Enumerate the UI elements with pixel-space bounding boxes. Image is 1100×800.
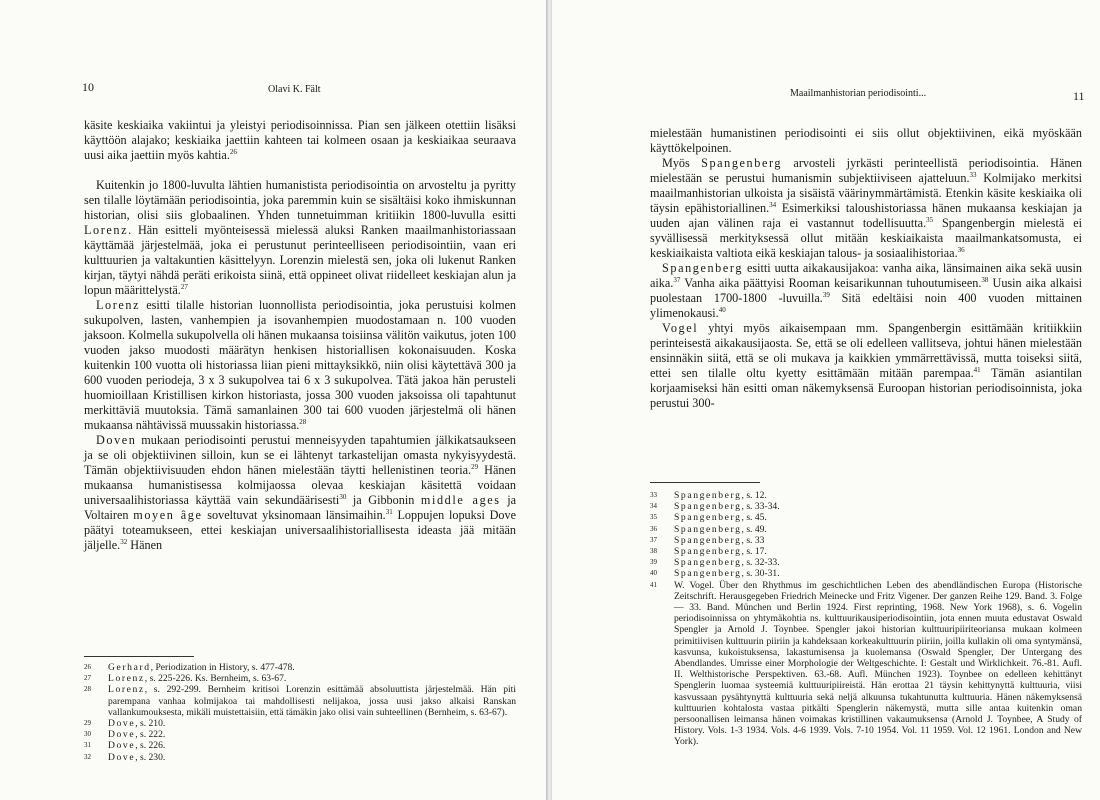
paragraph: [650, 321, 1082, 411]
paragraph: [84, 433, 516, 553]
footnote-number: 40: [650, 569, 657, 578]
footnote: [650, 524, 1082, 535]
running-head: Maailmanhistorian periodisointi...: [790, 88, 927, 99]
footnote: [84, 662, 516, 673]
footnote-text: , s. 17.: [741, 546, 767, 558]
footnote-ref[interactable]: 31: [385, 508, 393, 516]
footnote-divider: [84, 656, 194, 657]
spaced-term: moyen âge: [133, 508, 203, 522]
footnote-number: 29: [84, 719, 91, 728]
paragraph-text: Kolmijako merkitsi maailmanhistorian ulkoista ja sisäistä väärinymmärtämistä. Etenkin käsite keskiaika oli täysin epähistoriallinen.: [650, 171, 1082, 215]
footnote-ref[interactable]: 30: [339, 493, 347, 501]
footnote-text: , s. 225-226. Ks. Bernheim, s. 63-67.: [144, 673, 287, 685]
footnote-author: Dove: [108, 729, 136, 741]
paragraph-text: esitti uutta aikakausijakoa: vanha aika, länsimainen aika sekä uusin aika.: [650, 261, 1082, 290]
footnote-text: , s. 210.: [135, 718, 166, 730]
footnote: [650, 501, 1082, 512]
footnote-ref[interactable]: 38: [981, 276, 989, 284]
footnote-author: Gerhard: [108, 662, 151, 673]
paragraph-text: soveltuvat yksinomaan länsimaihin.: [202, 508, 386, 522]
left-body-text: [84, 118, 516, 553]
paragraph-text: arvosteli jyrkästi perinteellistä periodisointia. Hänen mielestään se perustui humanismin subjektiiviseen ajatteluun.: [650, 156, 1082, 185]
footnote-author: Spangenberg: [674, 568, 742, 580]
footnote: [650, 512, 1082, 523]
footnote-ref[interactable]: 36: [957, 246, 965, 254]
footnote-number: 31: [84, 741, 91, 750]
paragraph-text: yhtyi myös aikaisempaan mm. Spangenbergin esittämään kritiikkiin perinteisestä aikakausijaosta. Se, että se oli edelleen vallitseva, johtui hänen mielestään ensinnäkin siitä, että se oli mukava ja kaikkien ymmärrettävissä, mutta toiseksi siitä, ettei sen tilalle oltu kyetty esittämään mitään parempaa.: [650, 321, 1082, 380]
footnote-ref[interactable]: 40: [718, 306, 726, 314]
footnote-ref[interactable]: 27: [180, 283, 188, 291]
running-head: Olavi K. Fält: [268, 84, 321, 95]
footnote-number: 37: [650, 535, 657, 544]
paragraph: [650, 261, 1082, 321]
footnote: [84, 718, 516, 729]
paragraph: [84, 298, 516, 433]
footnote: [650, 535, 1082, 546]
footnote-ref[interactable]: 29: [471, 463, 479, 471]
footnote-text: , s. 12.: [741, 490, 767, 501]
footnote-author: Dove: [108, 718, 136, 730]
footnote: [84, 752, 516, 763]
spaced-name: Vogel: [662, 321, 699, 335]
footnote-author: Spangenberg: [674, 534, 742, 546]
footnote-text: , s. 33-34.: [741, 501, 780, 513]
right-page: [552, 0, 1100, 800]
footnote-text: , s. 45.: [741, 512, 767, 524]
paragraph-text: mielestään humanistinen periodisointi ei siis ollut objektiivinen, eikä myöskään käyttökelpoinen.: [650, 126, 1082, 155]
footnote-ref[interactable]: 37: [673, 276, 681, 284]
footnote-text: , s. 49.: [741, 523, 767, 535]
spaced-name: Spangenberg: [701, 156, 783, 170]
footnote-number: 30: [84, 730, 91, 739]
paragraph: [84, 118, 516, 163]
footnote-author: Spangenberg: [674, 546, 742, 558]
paragraph: [84, 178, 516, 298]
footnote-number: 33: [650, 491, 657, 499]
paragraph-text: Sitä edeltäisi noin 400 vuoden mittainen ylimenokausi.: [650, 291, 1082, 320]
paragraph-text: mukaan periodisointi perustui menneisyyden tapahtumien jälkikatsaukseen ja se oli objektiivinen silloin, kun se ei lähtenyt tarkastelijan omasta nykyisyydestä. Tämän objektiivisuuden ehdon hänen mielestään täytti hellenistinen teoria.: [84, 433, 516, 477]
footnote-text: , s. 222.: [135, 729, 166, 741]
paragraph-text: Kuitenkin jo 1800-luvulta lähtien humanistista periodisointia on arvosteltu ja pyritty sen tilalle löytämään periodisointia, joka paremmin kuin se sisältäisi koko ihmiskunnan historian, olisi siis globaalinen. Yhden tunnetuimman kritiikin 1800-luvulla esitti: [84, 178, 516, 222]
footnote-author: Spangenberg: [674, 501, 742, 513]
footnote-text: , s. 226.: [135, 740, 166, 752]
paragraph-text: ja Voltairen: [84, 493, 517, 522]
footnote: [650, 568, 1082, 579]
footnote-author: Dove: [108, 740, 136, 752]
footnote-author: Spangenberg: [674, 557, 742, 569]
footnote: [84, 729, 516, 740]
footnote-text: W. Vogel. Über den Rhythmus im geschichtlichen Leben des abendländischen Europa (Historische Zeitschrift. Herausgegeben Friedrich Meinecke und Fritz Vigener. Der ganzen Reihe 129. Band. 3. Folge — 33. Band. München und Berlin 1924. First reprinting, 1968. New York 1968), s. 6. Vogelin periodisoinnissa on yhtymäkohtia ns. kulttuurikausiperiodisointiin, jota ennen muuta edustavat Oswald Spengler ja Arnold J. Toynbee. Spengler jakoi historian kulttuuripiiriteoriansa mukaan kolmeen primitiivisen kulttuurin piiriin ja kahdeksaan korkeakulttuurin piiriin, joilla kullakin oli oma syntymänsä, kasvunsa, kukoistuksensa, lakastumisensa ja kuolemansa (Oswald Spengler, Der Untergang des Abendlandes. Umrisse einer Morphologie der Weltgeschichte. I: Gestalt und Wirklichkeit. 76.-81. Aufl. II. Welthistorische Perspektiven. 63.-68. Aufl. München 1923). Toynbee on edelleen kehittänyt Spenglerin luomaa systeemiä kulttuuripiireistä. Hän erottaa 21 täysin kehittynyttä kulttuuria, viisi kasvussaan pysähtynyttä kulttuuria sekä neljä alkuunsa tukahtunutta kulttuuria. Hänen näkemyksensä kulttuurien kohtalosta vastaa pitkälti Spenglerin näkemystä, mutta sille antaa kuitenkin oman persoonallisen leimansa hänen voimakas kristillinen vakaumuksensa (Arnold J. Toynbee, A Study of History. Vols. 1-3 1934. Vols. 4-6 1939. Vols. 7-10 1954. Vol. 11 1959. Vol. 12 1961. London and New York).: [674, 579, 1082, 748]
footnote-number: 39: [650, 558, 657, 567]
paragraph-text: ja Gibbonin: [346, 493, 421, 507]
footnote-text: , s. 33: [741, 534, 765, 546]
paragraph-text: Hänen mukaansa humanistisessa kolmijaossa olevaa keskiajan käsitettä voidaan universaalihistoriassa käyttää vain sekundäärisesti: [84, 463, 516, 507]
right-body-text: [650, 126, 1082, 411]
footnote: [84, 673, 516, 684]
paragraph-text: Uusin aika alkaisi puolestaan 1700-1800 -luvuilla.: [650, 276, 1082, 305]
footnote-ref[interactable]: 28: [299, 418, 307, 426]
paragraph-text: käsite keskiaika vakiintui ja yleistyi periodisoinnissa. Pian sen jälkeen otettiin lisäksi käyttöön alajako; keskiaika jaettiin kahteen tai kolmeen osaan ja keskiaikaa seuraava uusi aika jaettiin myös kahtia.: [84, 118, 516, 162]
paragraph-text: Vanha aika päättyisi Rooman keisarikunnan tuhoutumiseen.: [680, 276, 982, 290]
paragraph: [650, 126, 1082, 156]
footnote-ref[interactable]: 34: [769, 201, 777, 209]
footnote-ref[interactable]: 26: [229, 148, 237, 156]
spaced-name: Lorenz: [96, 298, 141, 312]
spaced-term: middle ages: [420, 493, 501, 507]
footnote-number: 32: [84, 752, 91, 761]
footnote-author: Dove: [108, 751, 136, 763]
footnote-number: 28: [84, 685, 91, 694]
paragraph-text: Hänen: [127, 538, 163, 552]
footnote-author: Spangenberg: [674, 490, 742, 501]
footnote-text: , Periodization in History, s. 477-478.: [150, 662, 295, 673]
footnote-text: , s. 30-31.: [741, 568, 780, 580]
footnote: [650, 546, 1082, 557]
footnote-text: , s. 230.: [135, 751, 166, 763]
spaced-name: Doven: [96, 433, 137, 447]
footnote: [650, 557, 1082, 568]
footnote-number: 35: [650, 513, 657, 522]
footnote: [84, 684, 516, 718]
footnote-divider: [650, 482, 760, 483]
page-number: 10: [82, 80, 94, 94]
left-page: [0, 0, 548, 800]
paragraph-text: Tämän asiantilan korjaamiseksi hän esitti oman näkemyksensä Euroopan historian periodisoinnista, joka perustui 300-: [650, 366, 1082, 410]
footnote-author: Lorenz: [108, 684, 145, 696]
footnote-text: , s. 32-33.: [741, 557, 780, 569]
footnote-author: Lorenz: [108, 673, 145, 685]
paragraph: [650, 156, 1082, 261]
footnote-number: 41: [650, 580, 657, 589]
footnote: [650, 490, 1082, 501]
footnote-ref[interactable]: 33: [969, 171, 977, 179]
spaced-name: Spangenberg: [662, 261, 744, 275]
footnote-ref[interactable]: 41: [973, 366, 981, 374]
paragraph-text: esitti tilalle historian luonnollista periodisointia, joka perustuisi kolmen sukupolven, lasten, vanhempien ja isovanhempien muodostamaan n. 100 vuoden jaksoon. Kolmella sukupolvella oli hänen mukaansa toisiinsa välitön vaikutus, joten 100 vuoden jakso muodosti määrätyn henkisen historiallisen kokonaisuuden. Koska kuitenkin 100 vuotta oli historiassa liian pieni mittayksikkö, niin olisi käytettävä 300 ja 600 vuoden periodeja, 3 x 3 sukupolvea tai 6 x 3 sukupolvea. Tätä jakoa hän perusteli huomioillaan Kristillisen kirkon historiasta, jossa 300 vuoden jaksoissa oli tapahtunut merkittäviä muutoksia. Tämä samanlainen 300 tai 600 vuoden järjestelmä oli hänen mukaansa nähtävissä muussakin historiassa.: [84, 298, 516, 432]
page-number: 11: [1073, 89, 1085, 103]
paragraph-text: Loppujen lopuksi Dove päätyi toteamukseen, ettei keskiajan universaalihistoriallisesta ideasta jää mitään jäljelle.: [84, 508, 517, 552]
footnote-text: , s. 292-299. Bernheim kritisoi Lorenzin esittämää absoluuttista järjestelmää. Hän piti parempana vanhaa kolmijakoa tai mahdollisesti nelijakoa, jossa uusi jakso alkaisi Ranskan vallankumouksesta, mikäli muistettaisiin, että tämäkin jako olisi vain suhteellinen (Bernheim, s. 63-67).: [108, 684, 516, 718]
spaced-name: Lorenz: [84, 223, 129, 237]
footnote-number: 36: [650, 524, 657, 533]
paragraph-text: Esimerkiksi taloushistoriassa hänen mukaansa keskiajan ja uuden ajan välinen raja ei vastannut todellisuutta.: [650, 201, 1082, 230]
footnote-number: 34: [650, 502, 657, 511]
footnote: [84, 740, 516, 751]
footnote-number: 27: [84, 674, 91, 683]
footnote-ref[interactable]: 35: [926, 216, 934, 224]
paragraph-text: Myös: [662, 156, 702, 170]
footnote-number: 38: [650, 547, 657, 556]
footnote: [650, 580, 1082, 748]
footnote-author: Spangenberg: [674, 512, 742, 524]
footnotes: [84, 662, 516, 763]
footnote-ref[interactable]: 39: [822, 291, 830, 299]
paragraph-text: Spangenbergin mielestä ei syvällisessä merkityksessä ollut mitään keskiaikaista maailmankatsomusta, ei keskiaikaista valtiota eikä keskiajan talous- ja sosiaalihistoriaa.: [650, 216, 1082, 260]
footnotes: [650, 490, 1082, 748]
paragraph-text: . Hän esitteli myönteisessä mielessä aluksi Ranken maailmanhistoriassaan käyttämää järjestelmää, joka ei perustunut perinteelliseen periodisointiin, vaan eri kulttuurien ja valtakuntien käsittelyyn. Lorenzin mielestä sen, joka oli lukenut Ranken kirjan, täytyi nähdä peräti erikoista siinä, että oppineet olivat riidelleet keskiajan alun ja lopun määrittelystä.: [84, 223, 516, 297]
footnote-author: Spangenberg: [674, 523, 742, 535]
footnote-ref[interactable]: 32: [120, 538, 128, 546]
footnote-number: 26: [84, 663, 91, 671]
